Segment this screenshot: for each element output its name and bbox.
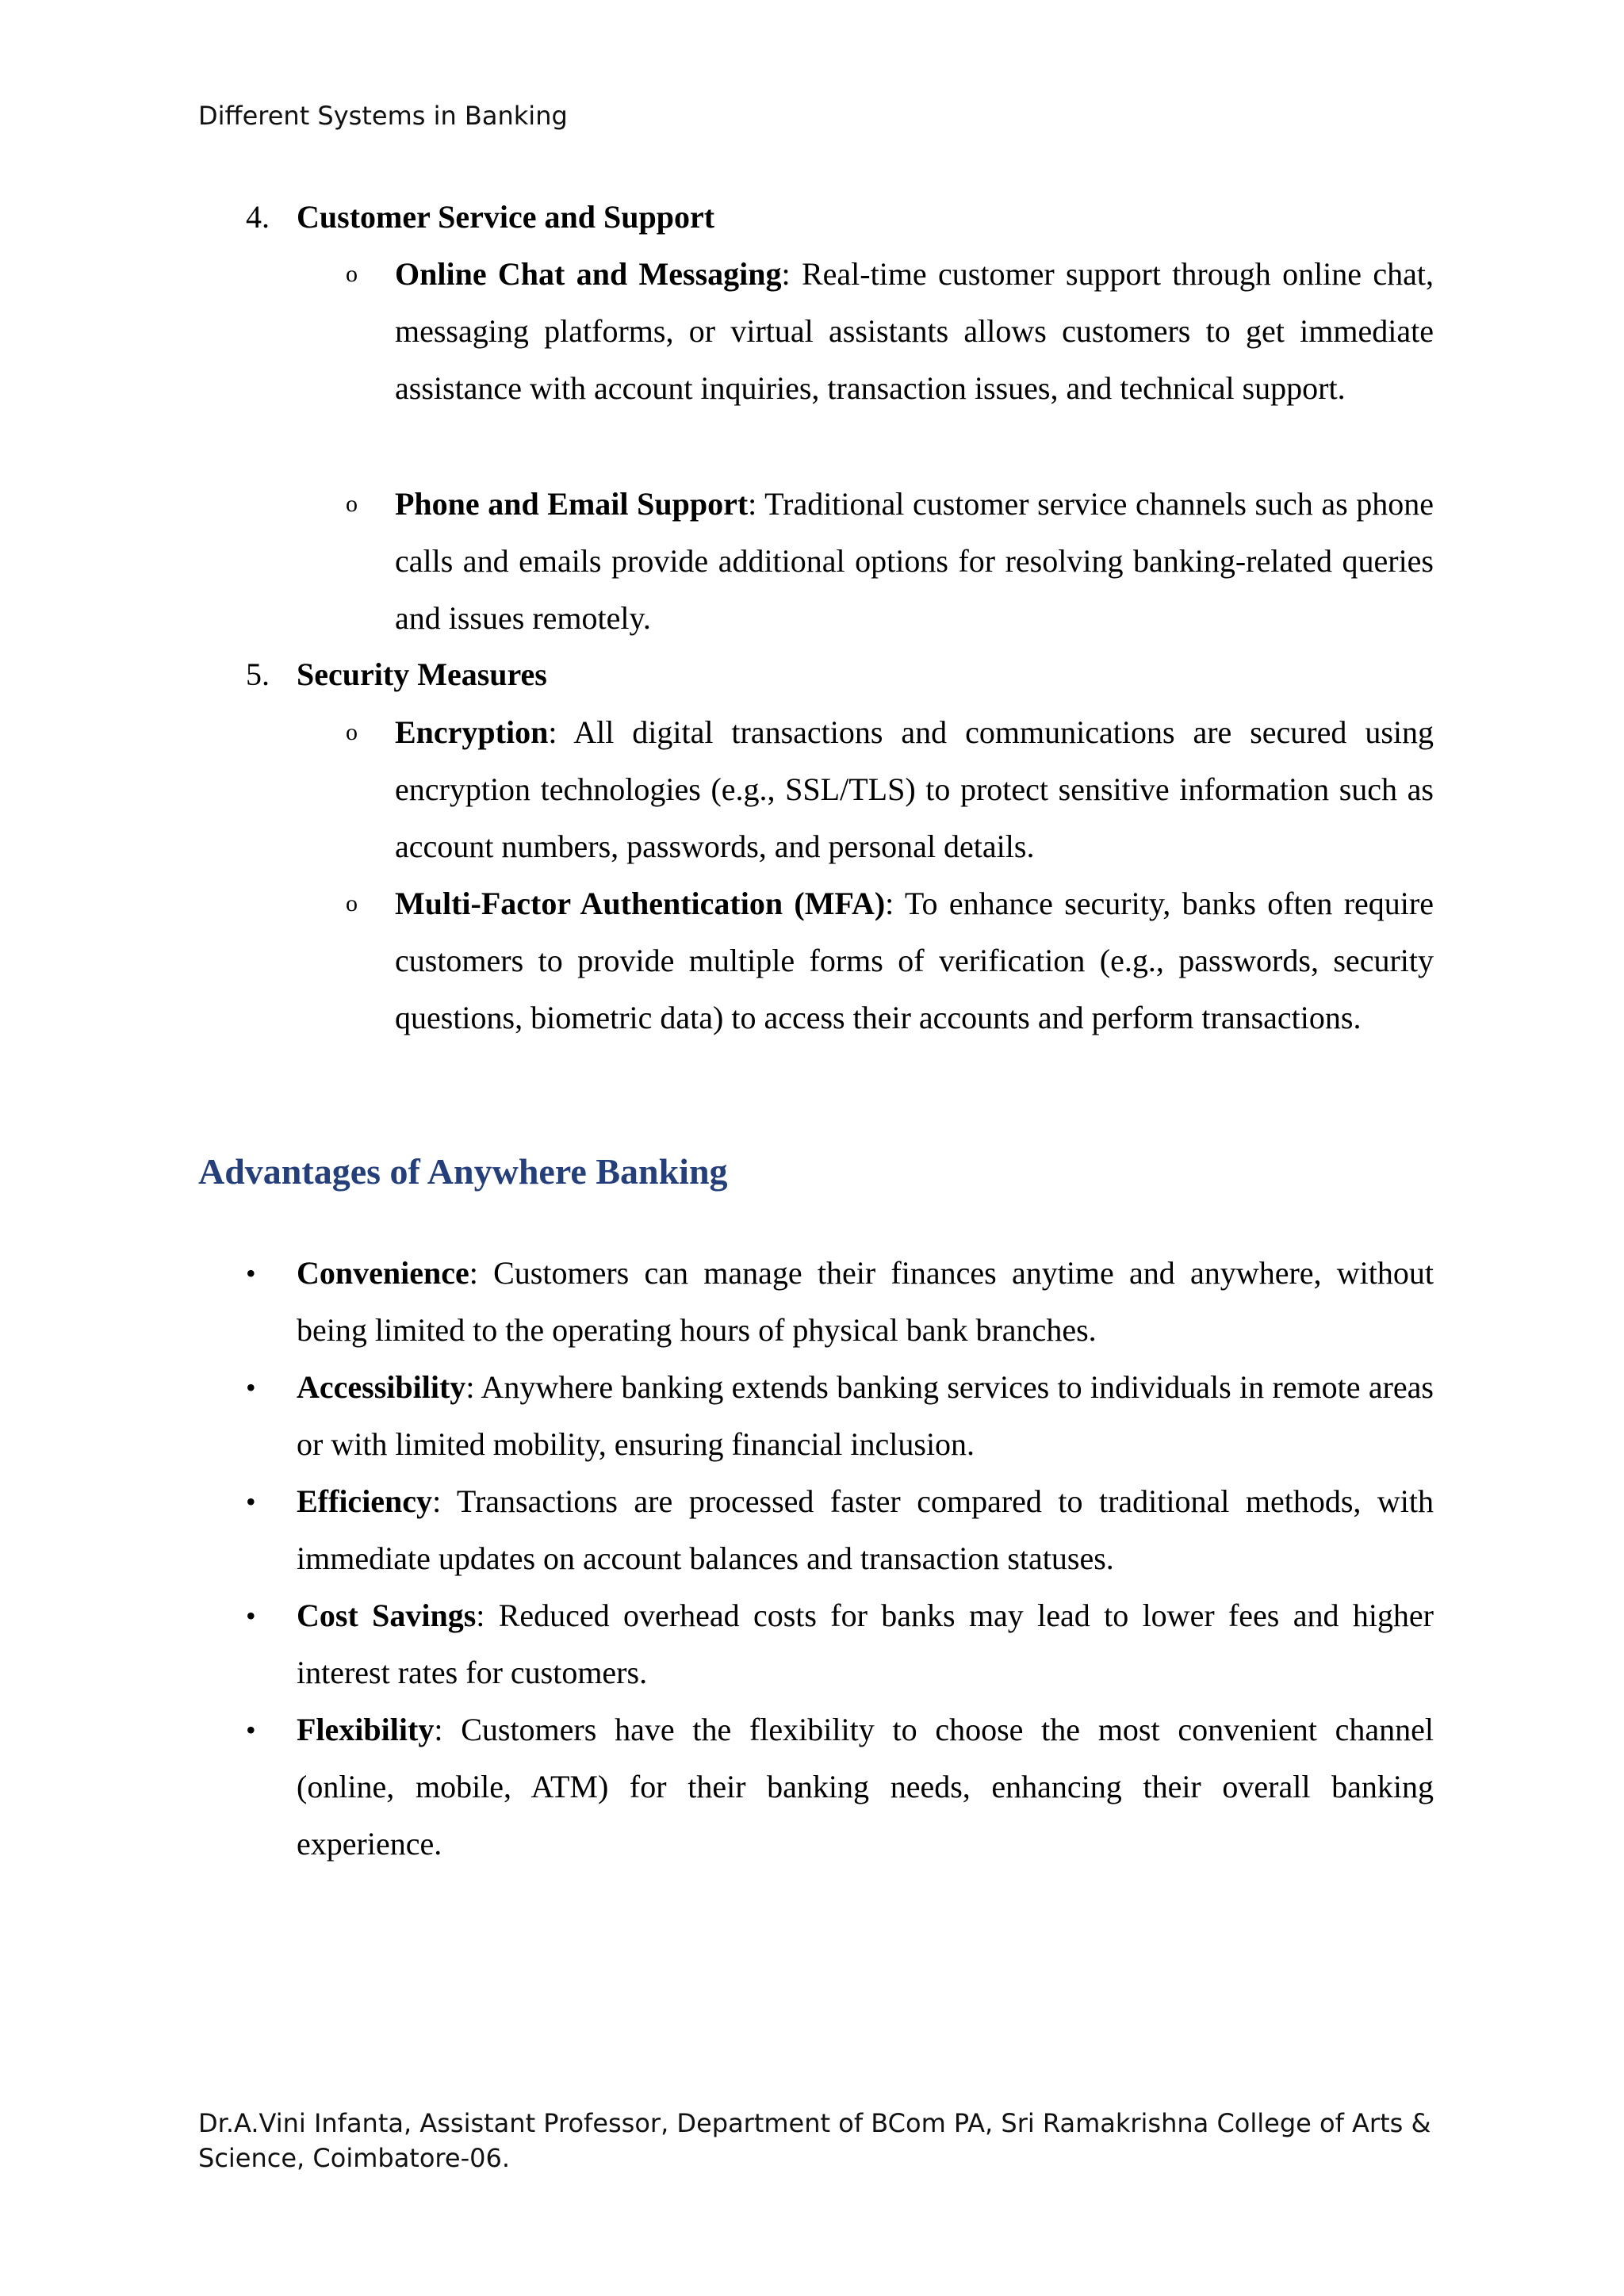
heading-text: Customer Service and Support	[297, 199, 715, 235]
circle-bullet-icon: o	[346, 890, 358, 916]
item-description: : To enhance security, banks often require customers to provide multiple forms of verification (e.g., passwords, security questions, biometric data) to access their accounts and perform transactions.	[395, 886, 1434, 1035]
item-description: : Transactions are processed faster compared to traditional methods, with immediate updates on account balances and transaction statuses.	[297, 1483, 1434, 1576]
circle-bullet-icon: o	[346, 261, 358, 287]
item-term: Accessibility	[297, 1369, 466, 1405]
advantage-item-convenience	[297, 1245, 1434, 1359]
heading-text: Security Measures	[297, 656, 547, 692]
bullet-icon: •	[246, 1257, 256, 1289]
item-term: Encryption	[395, 714, 549, 750]
item-description: : Reduced overhead costs for banks may lead to lower fees and higher interest rates for customers.	[297, 1598, 1434, 1690]
item-term: Convenience	[297, 1255, 469, 1291]
item-term: Efficiency	[297, 1483, 433, 1519]
bullet-icon: •	[246, 1600, 256, 1632]
advantage-item-cost-savings	[297, 1587, 1434, 1701]
item-description: : Real-time customer support through online chat, messaging platforms, or virtual assistants allows customers to get immediate assistance with account inquiries, transaction issues, and technical support.	[395, 256, 1434, 406]
sub-list-item-encryption	[395, 704, 1434, 875]
bullet-icon: •	[246, 1714, 256, 1746]
page-footer: Dr.A.Vini Infanta, Assistant Professor, Department of BCom PA, Sri Ramakrishna College of Arts & Science, Coimbatore-06.	[198, 2108, 1431, 2173]
advantage-item-flexibility	[297, 1701, 1434, 1873]
numbered-heading-security	[246, 656, 547, 694]
item-description: : Anywhere banking extends banking services to individuals in remote areas or with limited mobility, ensuring financial inclusion.	[297, 1369, 1434, 1462]
list-number: 5.	[246, 656, 270, 692]
advantage-item-accessibility	[297, 1359, 1434, 1473]
numbered-heading-customer-service	[246, 198, 714, 236]
bullet-icon: •	[246, 1486, 256, 1517]
item-description: : Traditional customer service channels such as phone calls and emails provide additional options for resolving banking-related queries and issues remotely.	[395, 486, 1434, 636]
sub-list-item-phone-email	[395, 476, 1434, 647]
circle-bullet-icon: o	[346, 719, 358, 745]
running-header: Different Systems in Banking	[198, 101, 568, 131]
item-term: Online Chat and Messaging	[395, 256, 782, 292]
item-term: Phone and Email Support	[395, 486, 749, 522]
sub-list-item-mfa	[395, 875, 1434, 1047]
item-term: Cost Savings	[297, 1598, 477, 1633]
item-term: Multi-Factor Authentication (MFA)	[395, 886, 886, 921]
item-description: : All digital transactions and communications are secured using encryption technologies (e.g., SSL/TLS) to protect sensitive information such as account numbers, passwords, and personal details.	[395, 714, 1434, 864]
bullet-icon: •	[246, 1372, 256, 1403]
section-heading-advantages: Advantages of Anywhere Banking	[198, 1151, 728, 1192]
list-number: 4.	[246, 199, 270, 235]
item-description: : Customers can manage their finances anytime and anywhere, without being limited to the operating hours of physical bank branches.	[297, 1255, 1434, 1348]
item-term: Flexibility	[297, 1712, 435, 1747]
sub-list-item-online-chat	[395, 246, 1434, 417]
item-description: : Customers have the flexibility to choose the most convenient channel (online, mobile, ATM) for their banking needs, enhancing their overall banking experience.	[297, 1712, 1434, 1862]
circle-bullet-icon: o	[346, 491, 358, 517]
advantage-item-efficiency	[297, 1473, 1434, 1587]
